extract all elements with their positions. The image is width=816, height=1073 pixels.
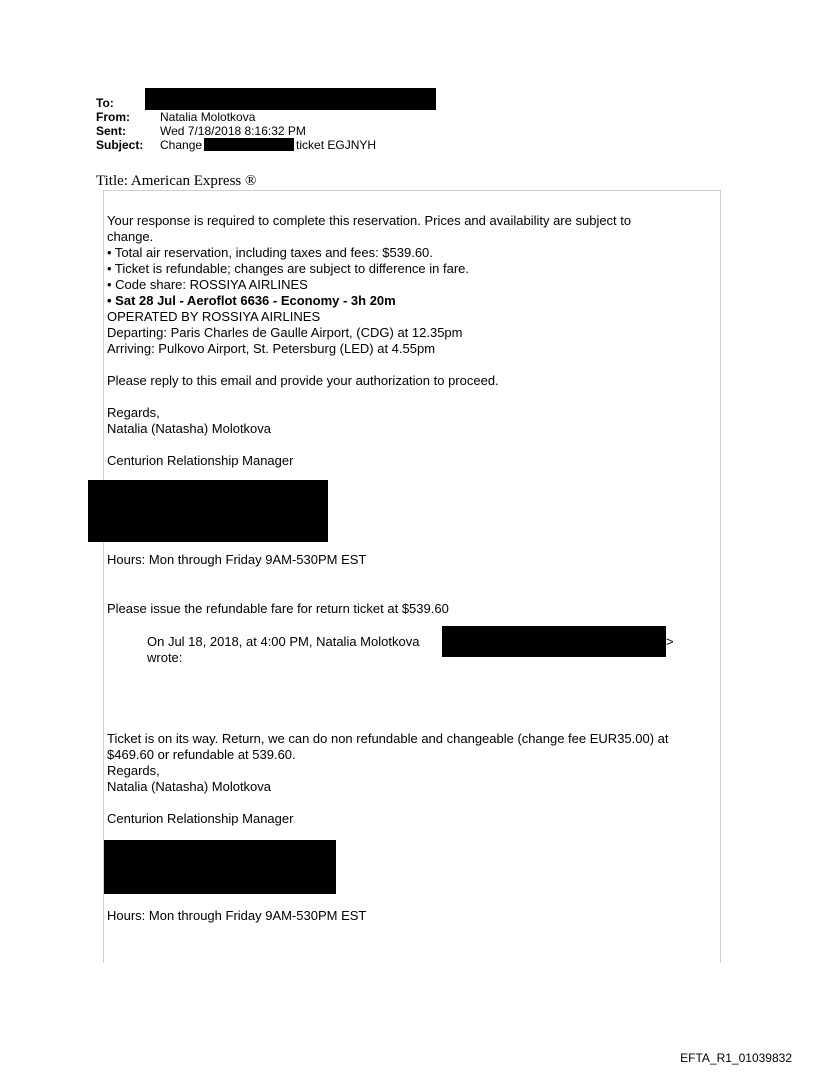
earlier-signature-name: Natalia (Natasha) Molotkova <box>107 779 272 794</box>
arriving-line: Arriving: Pulkovo Airport, St. Petersburg (LED) at 4.55pm <box>107 341 436 356</box>
to-label: To: <box>96 96 114 110</box>
sent-row <box>96 124 376 138</box>
signature-redaction-1 <box>88 480 328 542</box>
quote-email-redaction <box>442 626 666 657</box>
reply-text: Please issue the refundable fare for return ticket at $539.60 <box>107 601 449 616</box>
earlier-regards: Regards, <box>107 763 160 778</box>
from-row <box>96 110 376 124</box>
subject-suffix: ticket EGJNYH <box>296 138 377 152</box>
signature-name: Natalia (Natasha) Molotkova <box>107 421 272 436</box>
departing-line: Departing: Paris Charles de Gaulle Airport, (CDG) at 12.35pm <box>107 325 463 340</box>
intro-line-1: Your response is required to complete this reservation. Prices and availability are subject to <box>107 213 632 228</box>
earlier-line-2: $469.60 or refundable at 539.60. <box>107 747 296 762</box>
intro-line-2: change. <box>107 229 154 244</box>
subject-row <box>96 138 376 152</box>
signature-title: Centurion Relationship Manager <box>107 453 294 468</box>
subject-redaction <box>204 138 294 151</box>
from-label: From: <box>96 110 130 124</box>
bullet-total: • Total air reservation, including taxes and fees: $539.60. <box>107 245 433 260</box>
subject-prefix: Change <box>160 138 203 152</box>
subject-label: Subject: <box>96 138 144 152</box>
earlier-signature-title: Centurion Relationship Manager <box>107 811 294 826</box>
hours-line-1: Hours: Mon through Friday 9AM-530PM EST <box>107 552 367 567</box>
operated-by: OPERATED BY ROSSIYA AIRLINES <box>107 309 321 324</box>
message-block <box>107 213 719 469</box>
hours-line-2: Hours: Mon through Friday 9AM-530PM EST <box>107 908 367 923</box>
page-title: Title: American Express ® <box>96 173 257 189</box>
bullet-codeshare: • Code share: ROSSIYA AIRLINES <box>107 277 308 292</box>
bullet-flight: • Sat 28 Jul - Aeroflot 6636 - Economy - 3h 20m <box>107 293 396 308</box>
quote-header: On Jul 18, 2018, at 4:00 PM, Natalia Molotkova <box>147 634 420 649</box>
to-redaction <box>145 88 436 110</box>
sent-value: Wed 7/18/2018 8:16:32 PM <box>160 124 306 138</box>
sent-label: Sent: <box>96 124 126 138</box>
quote-end-bracket: > <box>666 634 674 649</box>
from-value: Natalia Molotkova <box>160 110 256 124</box>
earlier-line-1: Ticket is on its way. Return, we can do non refundable and changeable (change fee EUR35.00) at <box>107 731 669 746</box>
bullet-refundable: • Ticket is refundable; changes are subject to difference in fare. <box>107 261 470 276</box>
signature-redaction-2 <box>104 840 336 894</box>
reply-request: Please reply to this email and provide your authorization to proceed. <box>107 373 499 388</box>
quote-wrote: wrote: <box>147 650 183 665</box>
regards: Regards, <box>107 405 160 420</box>
earlier-message <box>107 731 719 827</box>
document-id: EFTA_R1_01039832 <box>680 1051 792 1065</box>
